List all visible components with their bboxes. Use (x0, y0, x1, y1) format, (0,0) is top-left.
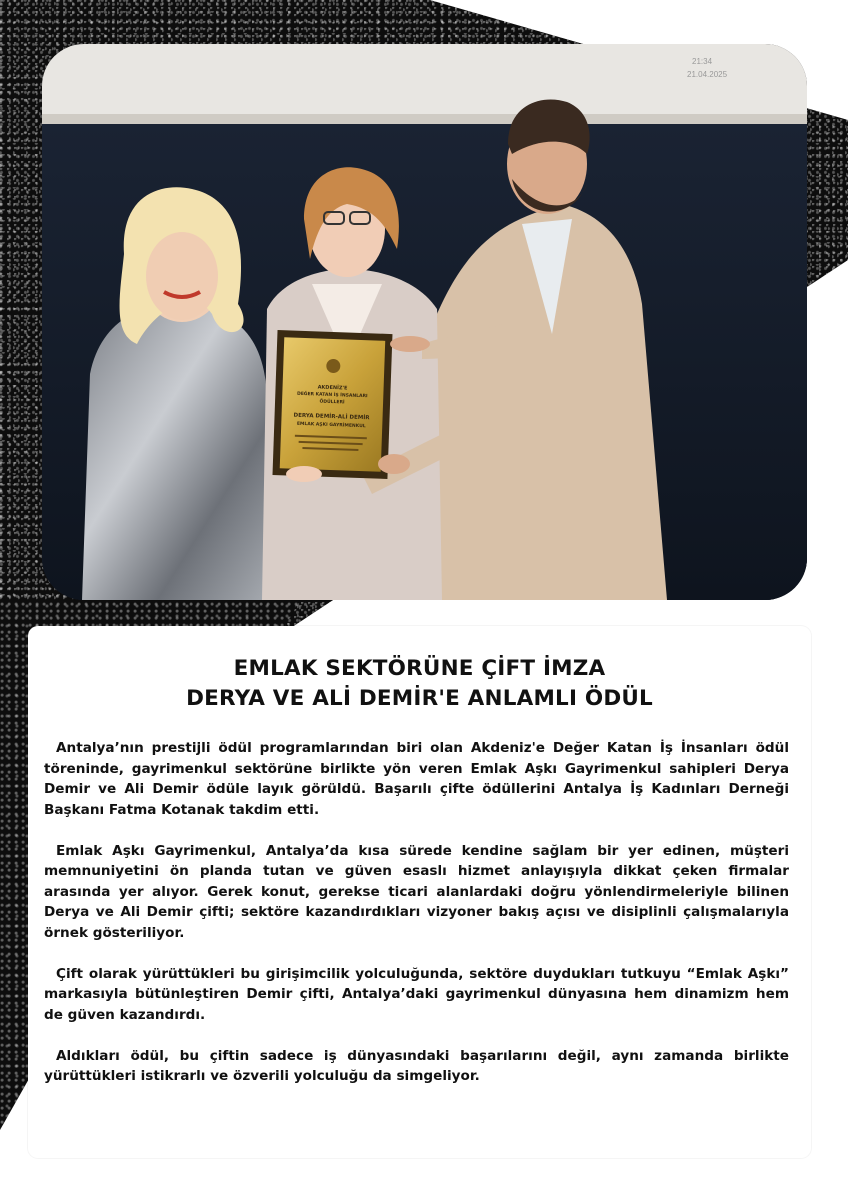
headline-line-2: DERYA VE ALİ DEMİR'E ANLAMLI ÖDÜL (186, 686, 653, 711)
article-card (28, 626, 811, 1158)
headline-line-1: EMLAK SEKTÖRÜNE ÇİFT İMZA (233, 656, 606, 681)
paragraph-1: Antalya’nın prestijli ödül programlarından biri olan Akdeniz'e Değer Katan İş İnsanları ödül töreninde, gayrimenkul sektörüne birlikte yön veren Emlak Aşkı Gayrimenkul sahipleri Derya Demir ve Ali Demir ödüle layık görüldü. Başarılı çifte ödüllerini Antalya İş Kadınları Derneği Başkanı Fatma Kotanak takdim etti. (44, 740, 789, 818)
plaque-line-2: DEĞER KATAN İŞ İNSANLARI (296, 391, 368, 400)
screen-date: 21.04.2025 (687, 70, 728, 79)
plaque-line-3: ÖDÜLLERİ (319, 399, 345, 406)
paragraph-2: Emlak Aşkı Gayrimenkul, Antalya’da kısa sürede kendine sağlam bir yer edinen, müşteri memnuniyetini ön planda tutan ve güven esaslı hizmet anlayışıyla dikkat çeken firmalar arasında yer alıyor. Gerek konut, gerekse ticari alanlardaki doğru yönlendirmeleriyle bilinen Derya ve Ali Demir çifti; sektöre kazandırdıkları vizyoner bakış açısı ve disiplinli çalışmalarıyla örnek gösteriliyor. (44, 842, 789, 941)
article-headline (28, 654, 811, 714)
paragraph-3: Çift olarak yürüttükleri bu girişimcilik yolculuğunda, sektöre duydukları tutkuyu “Emlak Aşkı” markasıyla bütünleştiren Demir çifti, Antalya’daki gayrimenkul dünyasına hem dinamizm hem de güven kazandırdı. (44, 965, 789, 1023)
award-photo (42, 44, 807, 600)
plaque-line-4: DERYA DEMİR-ALİ DEMİR (293, 412, 370, 422)
plaque-line-5: EMLAK AŞKI GAYRİMENKUL (296, 421, 366, 430)
screen-time: 21:34 (692, 57, 713, 66)
article-body (44, 738, 789, 1107)
paragraph-4: Aldıkları ödül, bu çiftin sadece iş dünyasındaki başarılarını değil, aynı zamanda birlikte yürüttükleri istikrarlı ve özverili yolculuğu da simgeliyor. (44, 1047, 789, 1084)
plaque-line-1: AKDENİZ'E (317, 384, 348, 392)
